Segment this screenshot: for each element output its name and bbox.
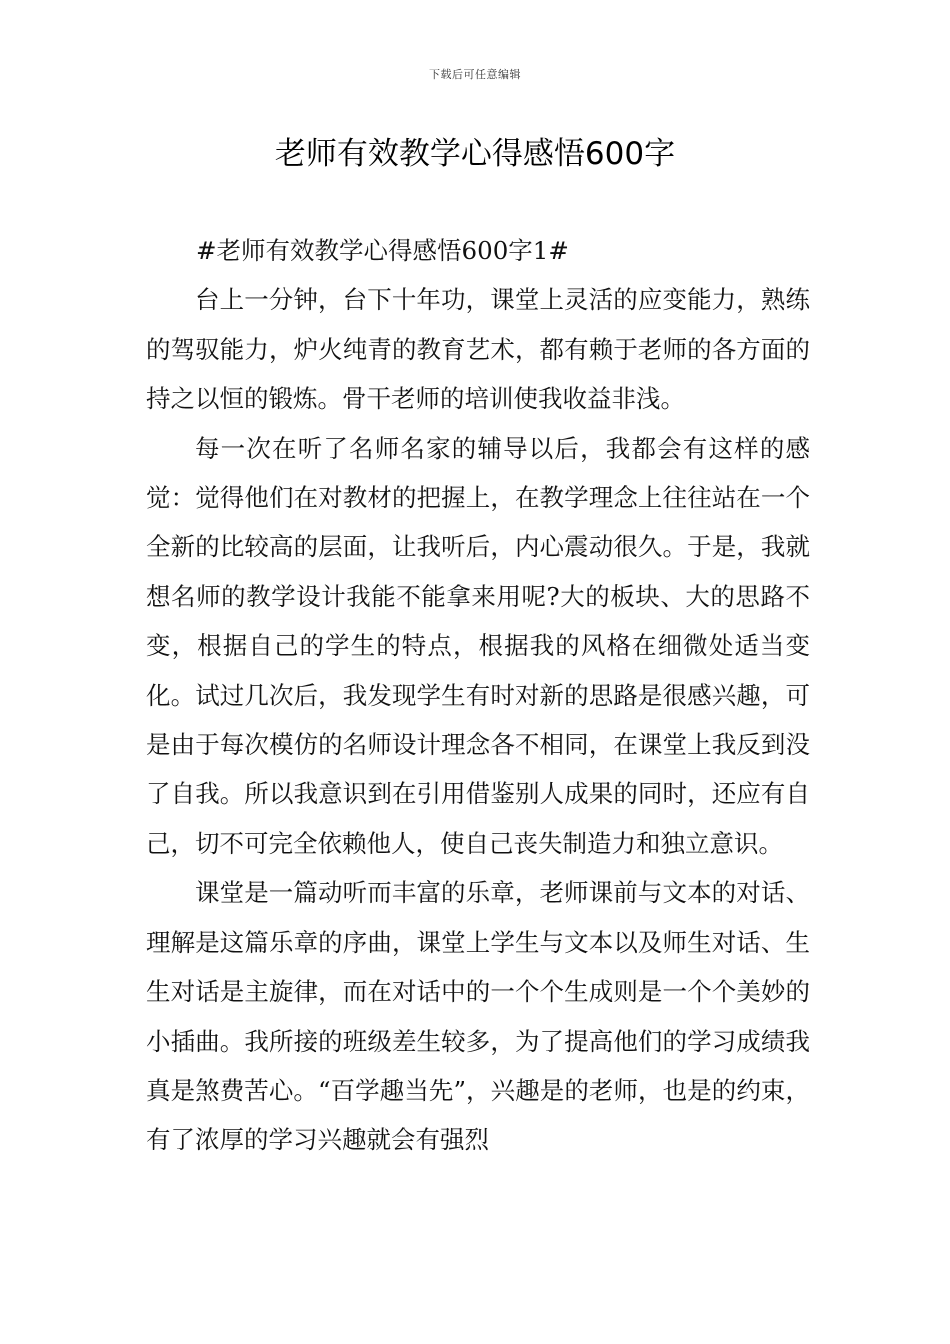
- header-note: 下载后可任意编辑: [429, 68, 521, 81]
- paragraph-1: 台上一分钟，台下十年功，课堂上灵活的应变能力，熟练的驾驭能力，炉火纯青的教育艺术，都有赖于老师的各方面的持之以恒的锻炼。骨干老师的培训使我收益非浅。: [146, 285, 810, 414]
- document-body: [146, 226, 810, 1165]
- paragraph-3: 课堂是一篇动听而丰富的乐章，老师课前与文本的对话、理解是这篇乐章的序曲，课堂上学生与文本以及师生对话、生生对话是主旋律，而在对话中的一个个生成则是一个个美妙的小插曲。我所接的班级差生较多，为了提高他们的学习成绩我真是煞费苦心。“百学趣当先”，兴趣是的老师，也是的约束，有了浓厚的学习兴趣就会有强烈: [146, 878, 810, 1155]
- paragraph-2: 每一次在听了名师名家的辅导以后，我都会有这样的感觉：觉得他们在对教材的把握上，在教学理念上往往站在一个全新的比较高的层面，让我听后，内心震动很久。于是，我就想名师的教学设计我能不能拿来用呢?大的板块、大的思路不变，根据自己的学生的特点，根据我的风格在细微处适当变化。试过几次后，我发现学生有时对新的思路是很感兴趣，可是由于每次模仿的名师设计理念各不相同，在课堂上我反到没了自我。所以我意识到在引用借鉴别人成果的同时，还应有自己，切不可完全依赖他人，使自己丧失制造力和独立意识。: [146, 433, 810, 858]
- section-heading: #老师有效教学心得感悟600字1#: [196, 236, 569, 265]
- document-title: 老师有效教学心得感悟600字: [274, 136, 676, 172]
